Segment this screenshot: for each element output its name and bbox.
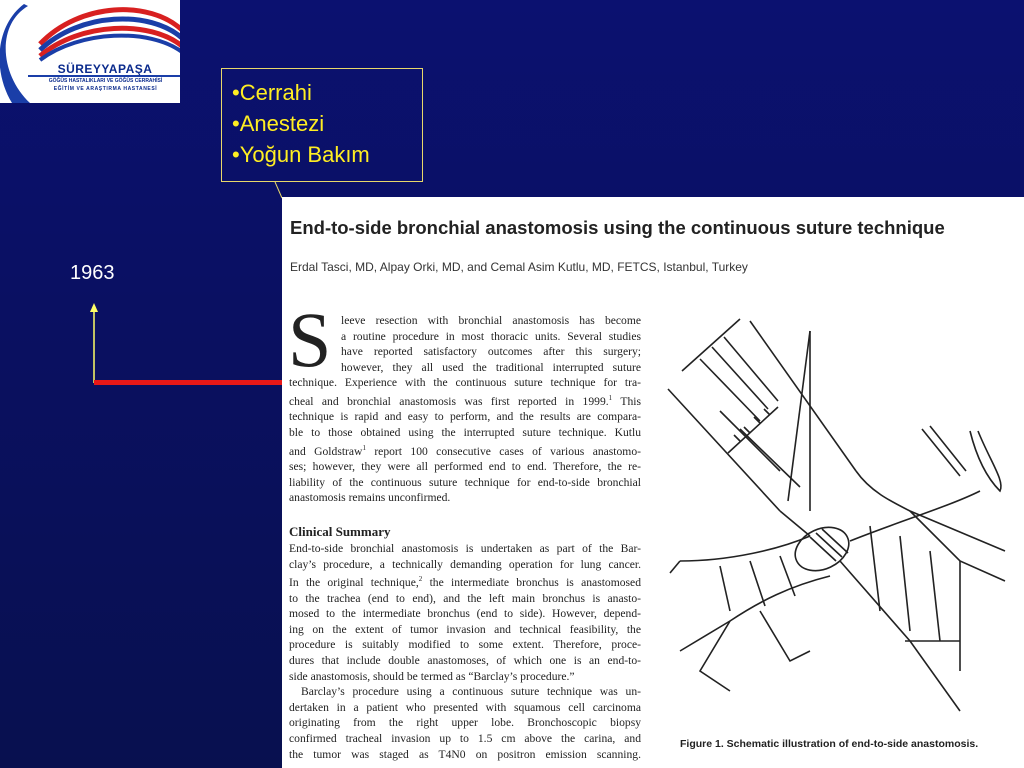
text-line: ses; however, they were all performed end to end. Therefore, the re- — [289, 460, 641, 474]
logo-brand-text: SÜREYYAPAŞA — [57, 62, 153, 76]
timeline-bar — [94, 380, 286, 385]
text-line: have reported satisfactory outcomes after this surgery; — [341, 345, 641, 359]
text-line: technique. Experience with the continuous suture technique for tra- — [289, 376, 641, 390]
hospital-logo — [0, 0, 180, 103]
text-line: liability of the continuous suture technique for end-to-side bronchial — [289, 475, 641, 489]
timeline-year-label: 1963 — [70, 262, 115, 284]
timeline-arrow — [86, 303, 286, 393]
text-line: a routine procedure in most thoracic units. Several studies — [341, 329, 641, 343]
bullet-item: •Yoğun Bakım — [232, 142, 370, 167]
article-title: End-to-side bronchial anastomosis using the continuous suture technique — [290, 217, 945, 238]
reference-marker: 2 — [418, 575, 423, 584]
text-line: cheal and bronchial anastomosis was first reported in 1999.$^1$ This — [289, 393, 641, 408]
text-line: however, they all used the traditional interrupted suture — [341, 360, 641, 374]
text-line: and Goldstraw$^1$ report 100 consecutive cases of various anastomo- — [289, 443, 641, 458]
text-line: ble to those obtained using the interrupted suture technique. Kutlu — [289, 426, 641, 440]
reference-marker: 1 — [608, 393, 613, 402]
text-line: anastomosis remains unconfirmed. — [289, 491, 451, 505]
logo-subtitle-1: GÖĞÜS HASTALIKLARI VE GÖĞÜS CERRAHİSİ — [48, 78, 163, 84]
bullet-item: •Cerrahi — [232, 80, 312, 105]
bullet-box — [221, 68, 423, 182]
arrow-head-icon — [90, 303, 98, 312]
bullet-item: •Anestezi — [232, 111, 325, 136]
text-line: technique is rapid and easy to perform, and the results are compara- — [289, 410, 641, 424]
article-page-image — [282, 197, 1024, 768]
drop-cap: S — [288, 296, 332, 383]
anastomosis-illustration — [660, 311, 1020, 731]
summary-paragraph: End-to-side bronchial anastomosis is undertaken as part of the Bar- clay’s procedure, a technically demanding operation for lung cancer. In the original technique,$^2$ the intermediate bronchus is anastomosed to the trachea (end to end), and the left main bronchus is anasto- mosed to the intermediate bronchus (end to side). However, depend- ing on the extent of tumor invasion and technical feasibility, the procedure is suitably modified to some extent. Therefore, proce- dures that include double anastomoses, of which one is an end-to- side anastomosis, should be termed as “Barclay’s procedure.” Barclay’s procedure using a continuous suture technique was un- dertaken in a patient who presented with squamous cell carcinoma originating from the right upper lobe. Bronchoscopic biopsy confirmed tracheal invasion up to 1.5 cm above the carina, and the tumor was staged as T4N0 on positron emission scanning. — [289, 542, 641, 761]
text-line: leeve resection with bronchial anastomosis has become — [341, 314, 641, 327]
reference-marker: 1 — [362, 443, 366, 452]
article-authors: Erdal Tasci, MD, Alpay Orki, MD, and Cemal Asim Kutlu, MD, FETCS, Istanbul, Turkey — [290, 260, 748, 274]
intro-paragraph — [289, 313, 641, 506]
logo-subtitle-2: EĞİTİM VE ARAŞTIRMA HASTANESİ — [53, 86, 158, 92]
section-heading: Clinical Summary — [289, 524, 391, 539]
figure-caption: Figure 1. Schematic illustration of end-to-side anastomosis. — [680, 738, 979, 750]
